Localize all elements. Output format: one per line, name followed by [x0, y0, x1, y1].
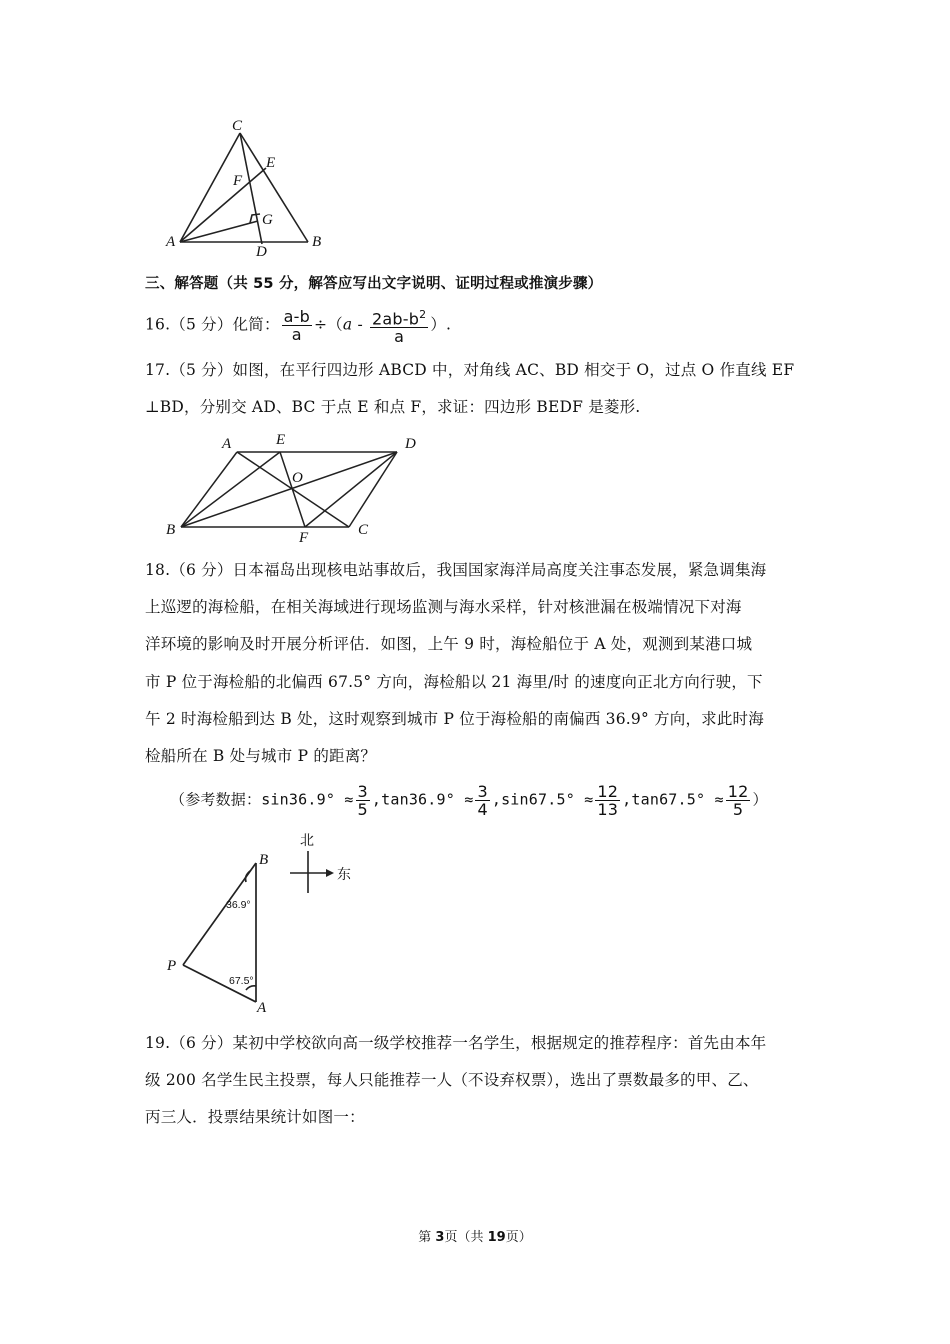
- parallelogram-label-c: C: [358, 522, 369, 538]
- ref-tan369: ,tan36.9° ≈: [371, 790, 474, 809]
- ref-frac-2-num: 3: [477, 782, 488, 801]
- parallelogram-label-o: O: [292, 470, 303, 486]
- section-heading: 三、解答题（共 55 分，解答应写出文字说明、证明过程或推演步骤）: [145, 276, 603, 292]
- ref-frac-4-num: 12: [727, 782, 749, 801]
- question-18-line-5: 午 2 时海检船到达 B 处，这时观察到城市 P 位于海检船的南偏西 36.9° 方向，求此时海: [145, 710, 764, 728]
- footer-page-number: 3: [435, 1230, 445, 1245]
- compass-east-label: 东: [337, 867, 351, 883]
- footer-suffix: 页）: [505, 1230, 532, 1245]
- triangle-label-a: A: [166, 234, 176, 250]
- ref-frac-2-den: 4: [477, 800, 488, 819]
- triangle-label-f: F: [233, 173, 243, 189]
- ref-frac-3-num: 12: [597, 782, 619, 801]
- triangle-label-g: G: [262, 212, 273, 228]
- q16-minus: -: [352, 315, 369, 334]
- q16-frac2-denominator: a: [394, 327, 405, 347]
- parallelogram-label-e: E: [276, 432, 286, 448]
- question-18-line-2: 上巡逻的海检船，在相关海域进行现场监测与海水采样，针对核泄漏在极端情况下对海: [145, 598, 742, 616]
- ref-sin675: ,sin67.5° ≈: [491, 790, 594, 809]
- q16-divide: ÷（: [313, 315, 343, 334]
- footer-prefix: 第: [418, 1230, 436, 1245]
- ref-frac-3-den: 13: [597, 800, 619, 819]
- q16-frac2-exponent: 2: [419, 308, 427, 321]
- ref-tan675: ,tan67.5° ≈: [622, 790, 724, 809]
- ref-frac-4-den: 5: [732, 800, 744, 819]
- q16-prefix: 16.（5 分）化简：: [145, 315, 280, 334]
- parallelogram-label-a: A: [222, 436, 232, 452]
- nav-label-p: P: [167, 958, 177, 974]
- question-18-line-3: 洋环境的影响及时开展分析评估．如图，上午 9 时，海检船位于 A 处，观测到某港口城: [145, 635, 753, 653]
- nav-label-b: B: [259, 852, 269, 868]
- parallelogram-label-b: B: [166, 522, 176, 538]
- nav-label-a: A: [257, 1000, 267, 1016]
- q16-frac2-base: 2ab-b: [372, 309, 420, 329]
- parallelogram-label-f: F: [299, 530, 309, 546]
- footer-mid: 页（共: [444, 1230, 488, 1245]
- reference-suffix: ）: [752, 790, 768, 809]
- triangle-label-b: B: [312, 234, 322, 250]
- ref-frac-1-num: 3: [357, 782, 368, 801]
- parallelogram-label-d: D: [405, 436, 416, 452]
- question-19-line-3: 丙三人．投票结果统计如图一：: [145, 1108, 365, 1126]
- question-17-line-2: ⊥BD，分别交 AD、BC 于点 E 和点 F，求证：四边形 BEDF 是菱形.: [145, 398, 641, 416]
- nav-angle-a: 67.5°: [229, 975, 254, 987]
- nav-angle-b: 36.9°: [226, 899, 251, 911]
- page-footer: [0, 1226, 950, 1245]
- question-19-line-2: 级 200 名学生民主投票，每人只能推荐一人（不设弃权票），选出了票数最多的甲、乙、: [145, 1071, 759, 1089]
- q16-frac1-numerator: a-b: [283, 307, 310, 327]
- triangle-label-e: E: [266, 155, 276, 171]
- question-18-line-1: 18.（6 分）日本福岛出现核电站事故后，我国国家海洋局高度关注事态发展，紧急调集海: [145, 561, 767, 579]
- triangle-label-c: C: [232, 118, 243, 134]
- question-17-line-1: 17.（5 分）如图，在平行四边形 ABCD 中，对角线 AC、BD 相交于 O，过点 O 作直线 EF: [145, 361, 795, 379]
- question-18-line-4: 市 P 位于海检船的北偏西 67.5° 方向，海检船以 21 海里/时 的速度向正北方向行驶，下: [145, 673, 763, 691]
- question-18-line-6: 检船所在 B 处与城市 P 的距离？: [145, 747, 377, 765]
- compass-north-label: 北: [300, 833, 314, 849]
- ref-frac-1-den: 5: [357, 800, 368, 819]
- q16-frac1-denominator: a: [291, 325, 302, 345]
- footer-page-total: 19: [487, 1230, 506, 1245]
- reference-prefix: （参考数据：: [170, 790, 262, 809]
- q16-suffix: ）.: [430, 315, 452, 334]
- q16-var-a: a: [342, 315, 353, 334]
- triangle-label-d: D: [256, 244, 267, 260]
- ref-sin369: sin36.9° ≈: [261, 790, 354, 809]
- question-19-line-1: 19.（6 分）某初中学校欲向高一级学校推荐一名学生，根据规定的推荐程序：首先由本年: [145, 1034, 767, 1052]
